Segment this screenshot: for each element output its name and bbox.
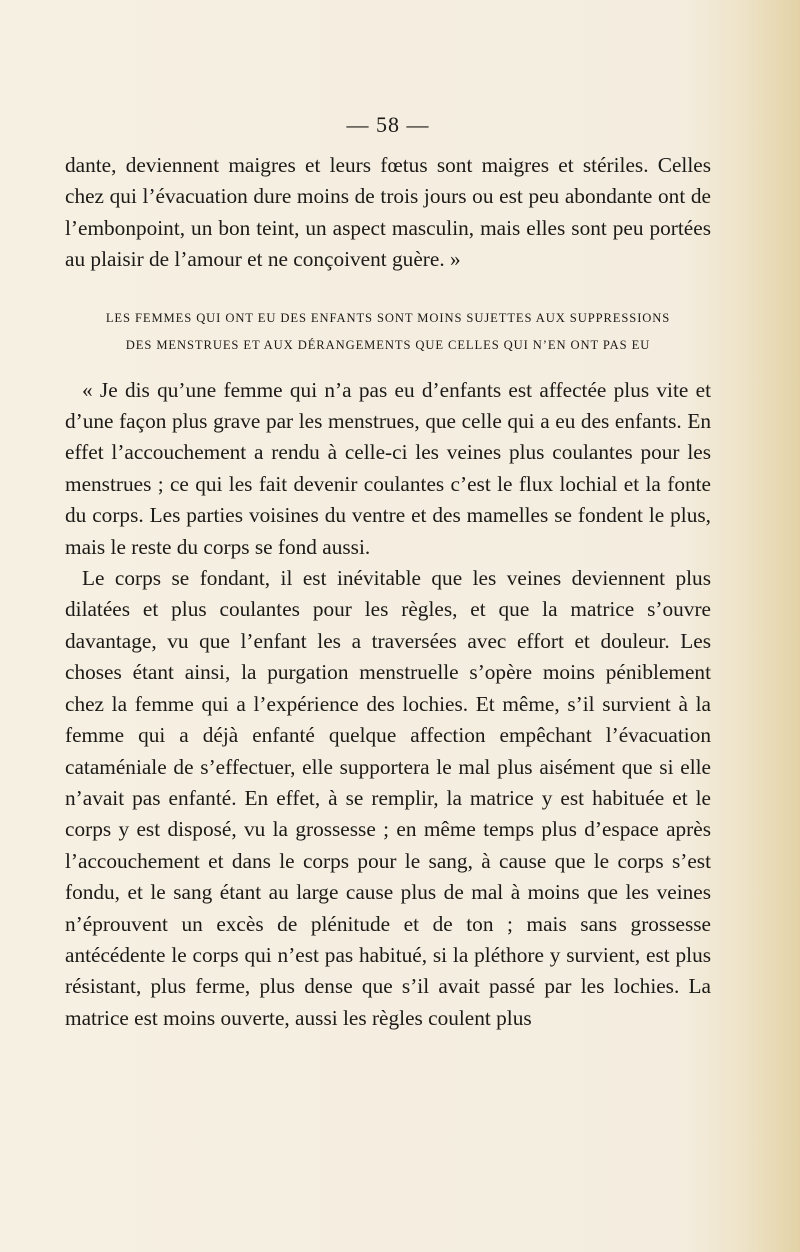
section-heading	[65, 305, 711, 359]
paragraph-continuation: dante, deviennent maigres et leurs fœtus sont maigres et stériles. Celles chez qui l’évacuation dure moins de trois jours ou est peu abondante ont de l’embonpoint, un bon teint, un aspect masculin, mais elles sont peu portées au plaisir de l’amour et ne conçoivent guère. »	[65, 153, 711, 272]
paragraph-1: « Je dis qu’une femme qui n’a pas eu d’enfants est affectée plus vite et d’une façon plus grave par les menstrues, que celle qui a eu des enfants. En effet l’accouchement a rendu à celle-ci les veines plus coulantes pour les menstrues ; ce qui les fait devenir coulantes c’est le flux lochial et la fonte du corps. Les parties voisines du ventre et des mamelles se fondent le plus, mais le reste du corps se fond aussi.	[65, 377, 711, 559]
page-number: — 58 —	[346, 112, 430, 137]
book-page	[65, 112, 711, 1034]
section-heading-line-1: LES FEMMES QUI ONT EU DES ENFANTS SONT MOINS SUJETTES AUX SUPPRESSIONS	[105, 310, 671, 325]
paragraph-2: Le corps se fondant, il est inévitable que les veines deviennent plus dilatées et plus coulantes pour les règles, et que la matrice s’ouvre davantage, vu que l’enfant les a traversées avec effort et douleur. Les choses étant ainsi, la purgation menstruelle s’opère moins péniblement chez la femme qui a l’expérience des lochies. Et même, s’il survient à la femme qui a déjà enfanté quelque affection empêchant l’évacuation cataméniale de s’effectuer, elle supportera le mal plus aisément que si elle n’avait pas enfanté. En effet, à se remplir, la matrice y est habituée et le corps y est disposé, vu la grossesse ; en même temps plus d’espace après l’accouchement et dans le corps pour le sang, à cause que le corps s’est fondu, et le sang étant au large cause plus de mal à moins que les veines n’éprouvent un excès de plénitude et de ton ; mais sans grossesse antécédente le corps qui n’est pas habitué, si la pléthore y survient, est plus résistant, plus ferme, plus dense que s’il avait passé par les lochies. La matrice est moins ouverte, aussi les règles coulent plus	[65, 566, 711, 1030]
section-heading-line-2: DES MENSTRUES ET AUX DÉRANGEMENTS QUE CELLES QUI N’EN ONT PAS EU	[125, 337, 651, 352]
